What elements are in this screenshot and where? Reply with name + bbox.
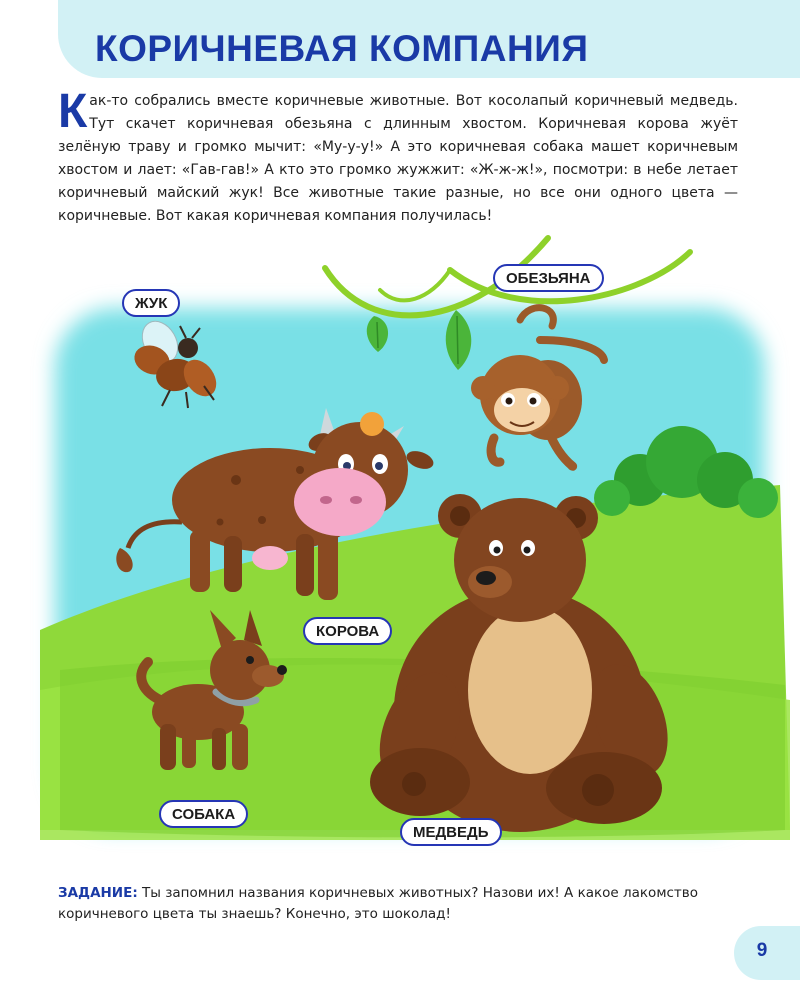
story-dropcap: К [58, 85, 88, 138]
label-dog: СОБАКА [159, 800, 248, 828]
task-paragraph [58, 883, 758, 925]
story-text: ак-то собрались вместе коричневые животные. Вот косолапый коричневый медведь. Тут скачет коричневая обезьяна с длинным хвостом. Коричневая корова жуёт зелёную траву и громко мычит: «Му-у-у!» А это коричневая собака машет коричневым хвостом и лает: «Гав-гав!» А кто это громко жужжит: «Ж-ж-ж!», посмотри: в небе летает коричневый майский жук! Все животные такие разные, но все они одного цвета — коричневые. Вот какая коричневая компания получилась! [58, 93, 738, 224]
page-number-tab [734, 926, 800, 980]
task-text: Ты запомнил названия коричневых животных? Назови их! А какое лакомство коричневого цвета ты знаешь? Конечно, это шоколад! [58, 885, 699, 922]
label-beetle: ЖУК [122, 289, 180, 317]
story-paragraph [58, 85, 738, 228]
illustration [0, 230, 800, 870]
illustration-art [0, 230, 800, 870]
label-monkey: ОБЕЗЬЯНА [493, 264, 604, 292]
task-label: ЗАДАНИЕ: [58, 885, 138, 901]
label-bear: МЕДВЕДЬ [400, 818, 502, 846]
page-number: 9 [756, 940, 768, 961]
label-cow: КОРОВА [303, 617, 392, 645]
page-title: КОРИЧНЕВАЯ КОМПАНИЯ [95, 28, 589, 69]
